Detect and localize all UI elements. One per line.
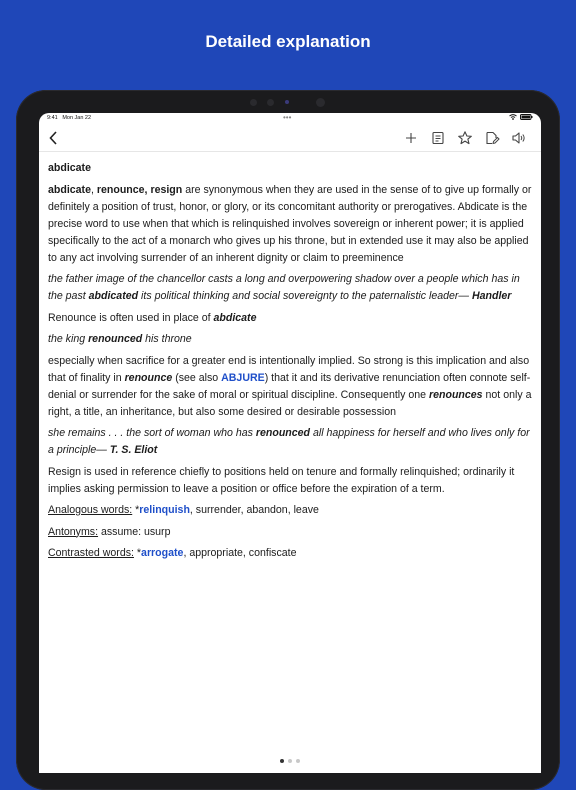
- speaker-icon[interactable]: [511, 130, 527, 146]
- paragraph-renounce-detail: especially when sacrifice for a greater end is intentionally implied. So strong is this implication and also that of finality in renounce (see also ABJURE) that it and its derivative renunciation often connote self-denial or surrender for the sake of moral or spiritual discipline. Consequently one renounces not only a right, a title, an inheritance, but also some desired or desirable possession: [48, 354, 532, 418]
- paragraph-synonyms: abdicate, renounce, resign are synonymous when they are used in the sense of to give up formally or definitely a position of trust, honor, or glory, or its concomitant authority or prerogatives. Abdicate is the precise word to use when that which is relinquished involves sovereign or inherent power; it is applied specifically to the act of a monarch who gives up his throne, but in extended use it may also be applied to any act involving surrender of an inherent dignity or claim to preeminence: [48, 183, 532, 264]
- note-icon[interactable]: [430, 130, 446, 146]
- page-indicator[interactable]: [39, 759, 541, 763]
- camera-dot: [267, 99, 274, 106]
- page-dot[interactable]: [280, 759, 284, 763]
- entry-content: [39, 152, 541, 562]
- banner-title: Detailed explanation: [205, 32, 371, 51]
- headword: abdicate: [48, 162, 91, 174]
- toolbar-actions: [403, 130, 527, 146]
- quotation: the king renounced his throne: [48, 333, 192, 345]
- star-icon[interactable]: [457, 130, 473, 146]
- chevron-left-icon[interactable]: [46, 130, 62, 146]
- status-time: 9:41: [47, 115, 58, 121]
- quotation: she remains . . . the sort of woman who has renounced all happiness for herself and who lives only for a principle— T. S. Eliot: [48, 427, 530, 456]
- status-bar: [39, 113, 541, 125]
- antonyms: Antonyms: assume: usurp: [48, 525, 171, 538]
- camera-dot: [250, 99, 257, 106]
- wifi-icon: [509, 114, 517, 120]
- edit-icon[interactable]: [484, 130, 500, 146]
- multitask-dots[interactable]: •••: [283, 113, 292, 122]
- link-abjure[interactable]: ABJURE: [221, 371, 265, 384]
- battery-icon: [520, 114, 533, 120]
- analogous-words: Analogous words: *relinquish, surrender, abandon, leave: [48, 504, 319, 516]
- link-arrogate[interactable]: arrogate: [141, 547, 184, 559]
- contrasted-words: Contrasted words: *arrogate, appropriate, confiscate: [48, 547, 297, 559]
- paragraph-renounce: Renounce is often used in place of abdicate: [48, 311, 257, 324]
- quotation: the father image of the chancellor casts a long and overpowering shadow over a people which has in the past abdicated its political thinking and social sovereignty to the paternalistic leader— Handler: [48, 273, 520, 302]
- page-dot[interactable]: [288, 759, 292, 763]
- plus-icon[interactable]: [403, 130, 419, 146]
- camera-indicator: [285, 100, 289, 104]
- camera-lens: [316, 98, 325, 107]
- link-relinquish[interactable]: relinquish: [139, 504, 190, 516]
- toolbar: [39, 125, 541, 152]
- page-dot[interactable]: [296, 759, 300, 763]
- paragraph-resign: Resign is used in reference chiefly to positions held on tenure and formally relinquished; ordinarily it implies asking permission to leave a position or office before the expiration of a term.: [48, 465, 515, 495]
- app-screen: [39, 113, 541, 773]
- status-date: Mon Jan 22: [62, 115, 92, 121]
